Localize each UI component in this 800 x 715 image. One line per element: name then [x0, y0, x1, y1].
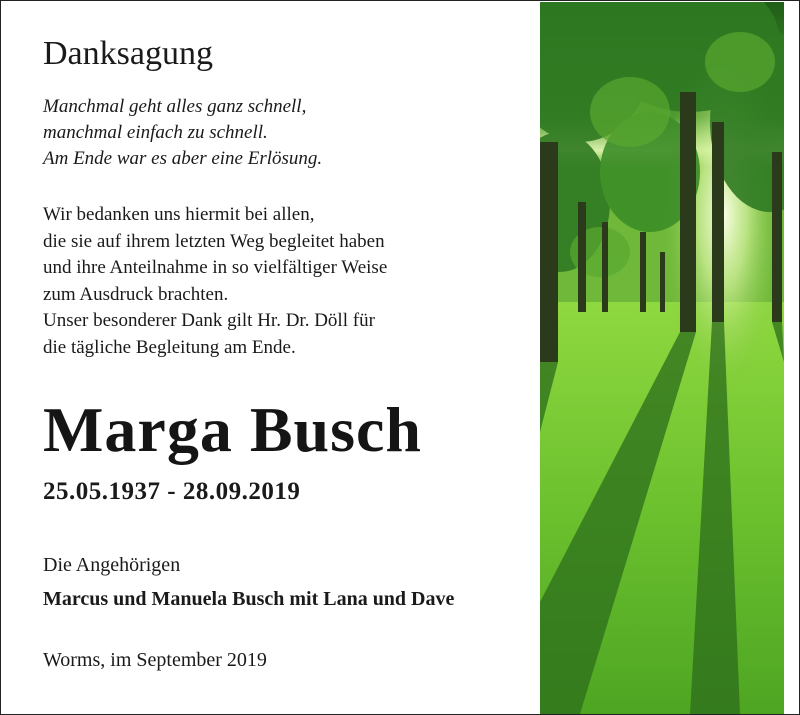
poem-line: Am Ende war es aber eine Erlösung. — [43, 148, 323, 169]
poem-line: manchmal einfach zu schnell. — [43, 122, 268, 143]
thanks-line: die sie auf ihrem letzten Weg begleitet haben — [43, 230, 385, 252]
thanks-line: zum Ausdruck brachten. — [43, 283, 229, 305]
park-trees-photo — [540, 2, 784, 714]
thanks-paragraph — [43, 202, 387, 361]
thanks-line: und ihre Anteilnahme in so vielfältiger Weise — [43, 257, 388, 278]
place-date: Worms, im September 2019 — [43, 649, 267, 671]
relatives-label: Die Angehörigen — [43, 554, 181, 576]
relatives-names: Marcus und Manuela Busch mit Lana und Dave — [43, 588, 455, 610]
thanks-line: Unser besonderer Dank gilt Hr. Dr. Döll für — [43, 310, 375, 331]
poem-line: Manchmal geht alles ganz schnell, — [43, 96, 307, 117]
notice-title: Danksagung — [43, 35, 213, 72]
park-trees-icon — [540, 2, 784, 714]
deceased-name: Marga Busch — [43, 394, 422, 465]
thanks-line: Wir bedanken uns hiermit bei allen, — [43, 204, 315, 225]
poem — [43, 94, 322, 172]
thanks-line: die tägliche Begleitung am Ende. — [43, 336, 296, 358]
life-dates: 25.05.1937 - 28.09.2019 — [43, 478, 301, 505]
